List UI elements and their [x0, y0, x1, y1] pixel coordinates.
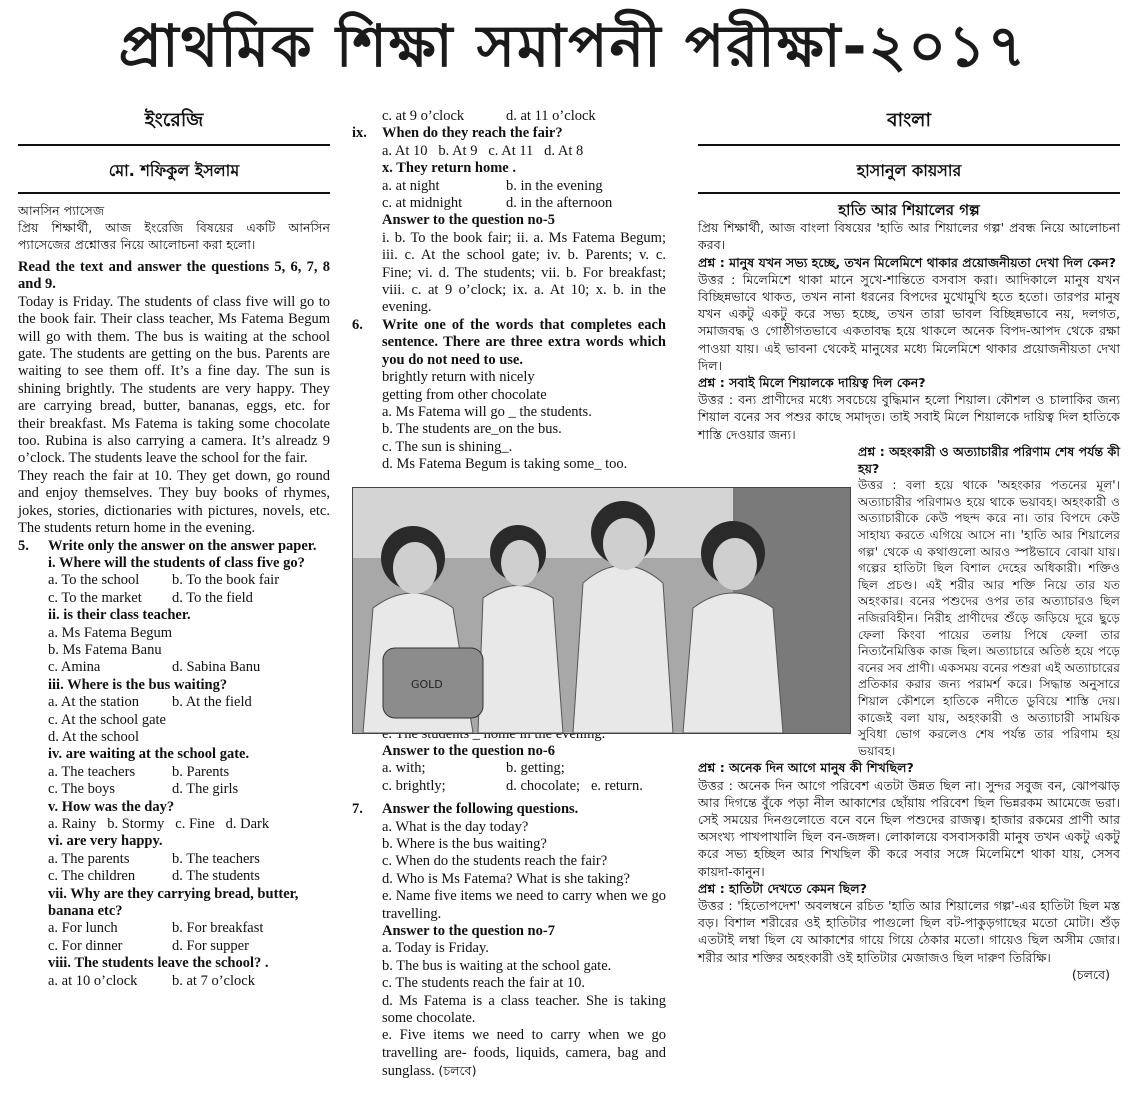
instruction: Read the text and answer the questions 5, 6, 7, 8 and 9. [18, 259, 330, 293]
sub-question: ii. is their class teacher. [48, 607, 191, 624]
sub-question: a. What is the day today? [382, 818, 529, 835]
question-number: 6. [352, 316, 363, 333]
passage-paragraph-1: Today is Friday. The students of class five will go to the book fair. Their class teacher, Ms Fatema Begum will go with them. The bus is waiting at the school gate. The students are getting on the bus. Parents are waiting to see them off. It’s a fine day. The sun is shining brightly. The students are very happy. They are carrying bread, butter, bananas, eggs, etc. for their breakfast. Ms Fatema is taking some chocolate too. Rubina is also carrying a camera. It’s alreadz 9 o’clock. The students leave the school for the fair. [18, 293, 330, 467]
sub-question: When do they reach the fair? [382, 125, 563, 142]
bangla-answer: উত্তর : অনেক দিন আগে পরিবেশ এতটা উন্নত ছিল না। সুন্দর সবুজ বন, ঝোপঝাড় আর দিগন্তে বুঁকে পড়া নীল আকাশের ছোঁয়ায় পরিবেশ ছিল ভিন্নরকম আমেজে ভরা। সেই সময়ের দিনগুলোতে বনে বনে ছিল পশুদের রাজত্ব। হাজার রকমের প্রাণী আর অসংখ্য পাখপাখালি ছিল বন-জঙ্গল। লোকালয়ে বসবাসকারী মানুষ তখন একটু একটু করে সভ্য হচ্ছিল আর শিখছিল কী করে সবার সঙ্গে মিলেমিশে থাকা যায়, সেসব কায়দা-কানুন। [698, 777, 1120, 879]
options-row [48, 659, 330, 676]
bangla-question: প্রশ্ন : হাতিটা দেখতে কেমন ছিল? [698, 880, 867, 896]
english-section-head: ইংরেজি [144, 109, 204, 131]
sub-question: iv. are waiting at the school gate. [48, 746, 250, 763]
option: d. For supper [172, 937, 249, 954]
question-7 [352, 801, 666, 1081]
bangla-question: প্রশ্ন : মানুষ যখন সভ্য হচ্ছে, তখন মিলেমিশে থাকার প্রয়োজনীয়তা দেখা দিল কেন? [698, 254, 1116, 270]
options-row [48, 572, 330, 589]
answer-row [382, 778, 666, 795]
sub-question: b. Where is the bus waiting? [382, 835, 547, 852]
options-row [48, 590, 330, 607]
option: d. To the field [172, 589, 253, 606]
word-list: getting from other chocolate [382, 386, 547, 403]
answer-text: e. Five items we need to carry when we go travelling are- foods, liquids, camera, bag and sunglass. [382, 1027, 666, 1080]
sub-question: x. They return home . [382, 160, 516, 177]
bangla-author: হাসানুল কায়সার [856, 161, 962, 180]
options-row [48, 764, 330, 781]
option: c. At the school gate [48, 711, 166, 728]
question-number: 7. [352, 801, 363, 818]
answer-title: Answer to the question no-7 [382, 923, 555, 939]
answer-title: Answer to the question no-5 [382, 212, 555, 229]
option: b. For breakfast [172, 920, 264, 937]
sub-question-ix [352, 125, 666, 316]
answer: c. The students reach the fair at 10. [382, 975, 586, 992]
bangla-question: প্রশ্ন : সবাই মিলে শিয়ালকে দায়িত্ব দিল কেন? [698, 375, 926, 391]
option: c. The children [48, 868, 136, 885]
divider [18, 144, 330, 146]
question-title: Write only the answer on the answer paper. [48, 537, 317, 554]
options-row [382, 178, 666, 195]
sentence: c. The sun is shining_. [382, 438, 513, 455]
sub-question: iii. Where is the bus waiting? [48, 676, 228, 693]
option: d. in the afternoon [506, 195, 613, 212]
option: a. At the station [48, 694, 140, 711]
option: b. at 7 o’clock [172, 972, 255, 989]
option: c. at midnight [382, 195, 463, 212]
options-row: a. Rainy b. Stormy c. Fine d. Dark [48, 816, 270, 832]
sub-question: d. Who is Ms Fatema? What is she taking? [382, 870, 630, 887]
word-list: brightly return with nicely [382, 369, 535, 386]
bangla-question: প্রশ্ন : অহংকারী ও অত্যাচারীর পরিণাম শেষ পর্যন্ত কী হয়? [858, 443, 1120, 477]
option: a. To the school [48, 572, 140, 589]
english-column-1 [18, 100, 330, 990]
answer: d. Ms Fatema is a class teacher. She is taking some chocolate. [382, 992, 666, 1027]
sentence: b. The students are_on the bus. [382, 421, 562, 438]
answer-row [382, 760, 666, 777]
options-row [382, 108, 666, 125]
sentence: a. Ms Fatema will go _ the students. [382, 403, 592, 420]
option: c. The boys [48, 781, 115, 798]
continued-label: (চলবে) [438, 1063, 477, 1079]
option: a. The parents [48, 850, 130, 867]
sub-question: v. How was the day? [48, 798, 175, 815]
option: d. The students [172, 868, 260, 885]
bangla-column [698, 100, 1120, 983]
answer: c. brightly; [382, 777, 446, 794]
bangla-answer: উত্তর : বলা হয়ে থাকে 'অহংকার পতনের মূল'। অত্যাচারীর পরিণামও হয়ে থাকে ভয়াবহ। অহংকারী ও অত্যাচারীকে কেউ পছন্দ করে না। তার বিপদে কেউ সাহায্য করতে এগিয়ে আসে না। 'হাতি আর শিয়ালের গল্প' থেকে এ কথাগুলো আরও স্পষ্টভাবে বোঝা যায়। গল্পের হাতিটা ছিল বিশাল দেহের অধিকারী। শক্তিও ছিল প্রচণ্ড। এই শরীর আর শক্তি নিয়ে তার যত অহংকার। বনের পশুদের ওপর তার অত্যাচারও ছিল নজিরবিহীন। নিরীহ প্রাণীদের শুঁড়ে জড়িয়ে দূরে ছুড়ে ফেলা কিংবা পায়ের তলায় পিষে ফেলা তার নিত্যনৈমিত্তিক কাজ ছিল। অত্যাচারে অতিষ্ঠ হয়ে পড়ে বনের সব প্রাণী। একসময় বনের পশুরা এই অত্যাচারের প্রতিকার করার জন্য পরামর্শ করে। সিদ্ধান্ত অনুসারে শিয়াল কৌশলে হাতিকে নদীতে ডুবিয়ে শাস্তি দেয়। কাজেই বলা যায়, অহংকারী ও অত্যাচারী সাময়িক সুবিধা ভোগ করলেও শেষ পর্যন্ত তার পরিণাম হয় ভয়াবহ। [858, 478, 1120, 758]
sub-question: i. Where will the students of class five go? [48, 554, 305, 571]
article-title: হাতি আর শিয়ালের গল্প [838, 201, 980, 219]
option: b. At the field [172, 694, 252, 711]
option: a. at night [382, 177, 440, 194]
divider [698, 192, 1120, 194]
bangla-answer: উত্তর : মিলেমিশে থাকা মানে সুখে-শান্তিতে বসবাস করা। আদিকালে মানুষ যখন বিচ্ছিন্নভাবে থাকত, তখন নানা ধরনের বিপদের মুখোমুখি হতে হতো। তারপর মানুষ যখন একটু একটু করে সভ্য হচ্ছে, তখন তারা ভাবল বিচ্ছিন্নভাবে নয়, দলগত, সমাজবদ্ধ ও গোষ্ঠীগতভাবে একতাবদ্ধ হয়ে থাকলে অনেক বিপদ-আপদ থেকে রক্ষা পাওয়া যায়। এই ভাবনা থেকেই মানুষের মধ্যে মিলেমিশে থাকার প্রয়োজনীয়তা দেখা দিল। [698, 271, 1120, 373]
option: d. Sabina Banu [172, 659, 261, 676]
option: b. Parents [172, 763, 230, 780]
bangla-question: প্রশ্ন : অনেক দিন আগে মানুষ কী শিখছিল? [698, 760, 914, 776]
option: c. For dinner [48, 937, 123, 954]
answer: b. getting; [506, 760, 565, 777]
answer [382, 1027, 666, 1080]
masthead-title: প্রাথমিক শিক্ষা সমাপনী পরীক্ষা-২০১৭ [118, 11, 1028, 80]
option: b. in the evening [506, 177, 603, 194]
option: c. at 9 o’clock [382, 108, 465, 124]
options-row [48, 781, 330, 798]
options-row [48, 920, 330, 937]
option: c. Amina [48, 659, 101, 676]
options-row [48, 851, 330, 868]
divider [698, 144, 1120, 146]
sub-question: viii. The students leave the school? . [48, 955, 269, 972]
sub-question: e. Name five items we need to carry when we go travelling. [382, 888, 666, 922]
sub-question: vii. Why are they carrying bread, butter, banana etc? [48, 885, 299, 920]
sub-question: vi. are very happy. [48, 833, 163, 850]
options-row [382, 195, 666, 212]
option: b. The teachers [172, 850, 260, 867]
option: d. At the school [48, 728, 140, 745]
question-title: Write one of the words that completes each sentence. There are three extra words which you do not need to use. [382, 316, 666, 368]
option: b. To the book fair [172, 572, 280, 589]
intro-title: আনসিন প্যাসেজ [18, 203, 105, 218]
question-title: Answer the following questions. [382, 801, 579, 818]
answer-title: Answer to the question no-6 [382, 742, 555, 759]
question-5 [18, 538, 330, 991]
english-author: মো. শফিকুল ইসলাম [108, 161, 240, 180]
continued-label: (চলবে) [1071, 966, 1110, 982]
bag-label: GOLD [411, 678, 443, 691]
option: c. To the market [48, 589, 142, 606]
option: a. The teachers [48, 763, 136, 780]
passage-paragraph-2: They reach the fair at 10. They get down, go round and enjoy themselves. They buy books of rhymes, jokes, stories, dictionaries with pictures, novels, etc. The students return home in the evening. [18, 467, 330, 537]
question-number: 5. [18, 537, 29, 554]
answer: b. The bus is waiting at the school gate. [382, 957, 612, 974]
answer: a. with; [382, 760, 426, 777]
options-row [48, 868, 330, 885]
bangla-section-head: বাংলা [887, 109, 931, 131]
options-row [48, 938, 330, 955]
answer: d. chocolate; e. return. [506, 777, 643, 794]
bangla-answer: উত্তর : বন্য প্রাণীদের মধ্যে সবচেয়ে বুদ্ধিমান হলো শিয়াল। কৌশল ও চালাকির জন্য শিয়াল বনের সব পশুর কাছে সমাদৃত। তাই সবাই মিলে শিয়ালকে দায়িত্ব দিল হাতিকে শাস্তি দেওয়ার জন্য। [698, 392, 1120, 442]
options-row [48, 973, 330, 990]
options-row: a. At 10 b. At 9 c. At 11 d. At 8 [382, 142, 584, 159]
option: a. at 10 o’clock [48, 972, 138, 989]
sentence: d. Ms Fatema Begum is taking some_ too. [382, 456, 628, 473]
option: d. at 11 o’clock [506, 108, 596, 124]
bangla-answer: উত্তর : 'হিতোপদেশ' অবলম্বনে রচিত 'হাতি আর শিয়ালের গল্প'-এর হাতিটা ছিল মস্ত বড়। বিশাল শরীরের ওই হাতিটার পাগুলো ছিল বট-পাকুড়গাছের মতো মোটা। শুঁড় এতটাই লম্বা ছিল যে আকাশের গায়ে গিয়ে ঠেকার মতো। গায়েও ছিল অসীম জোর। শরীর আর শক্তির অহংকারী ওই হাতিটার মেজাজও ছিল দারুণ তিরিক্ষি। [698, 897, 1120, 965]
option: a. For lunch [48, 920, 118, 937]
question-6 [352, 317, 666, 474]
answer-text: i. b. To the book fair; ii. a. Ms Fatema Begum; iii. c. At the school gate; iv. b. Parents; v. c. Fine; vi. d. The students; vii. b. For breakfast; viii. c. at 9 o’clock; ix. a. At 10; x. b. in the evening. [382, 229, 666, 316]
options-row [48, 694, 330, 711]
divider [18, 192, 330, 194]
option: a. Ms Fatema Begum [48, 624, 173, 641]
answer: a. Today is Friday. [382, 940, 489, 957]
sub-question: c. When do the students reach the fair? [382, 853, 608, 870]
option: b. Ms Fatema Banu [48, 641, 162, 658]
article-intro: প্রিয় শিক্ষার্থী, আজ বাংলা বিষয়ের 'হাতি আর শিয়ালের গল্প' প্রবন্ধ নিয়ে আলোচনা করব। [698, 220, 1120, 253]
question-number: ix. [352, 125, 367, 142]
option: d. The girls [172, 781, 239, 798]
intro-text: প্রিয় শিক্ষার্থী, আজ ইংরেজি বিষয়ের একটি আনসিন প্যাসেজের প্রশ্নোত্তর নিয়ে আলোচনা করা হলো। [18, 220, 330, 252]
